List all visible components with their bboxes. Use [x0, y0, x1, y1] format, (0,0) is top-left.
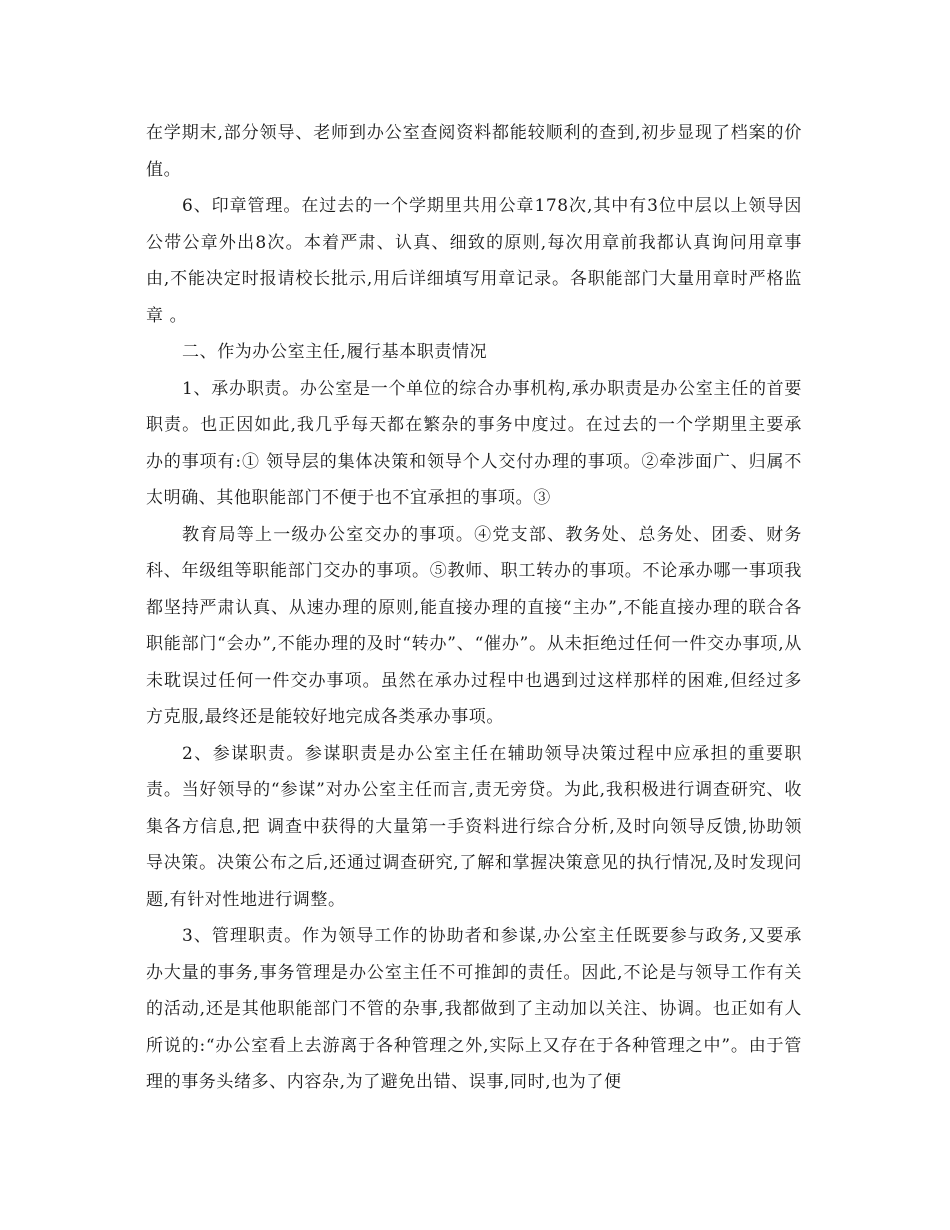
paragraph-archive-value: 在学期末,部分领导、老师到办公室查阅资料都能较顺利的查到,初步显现了档案的价值。 — [146, 123, 802, 180]
paragraph-advisory-duty: 2、参谋职责。参谋职责是办公室主任在辅助领导决策过程中应承担的重要职责。当好领导的“参谋”对办公室主任而言,责无旁贷。为此,我积极进行调查研究、收集各方信息,把 调查中获得的大量第一手资料进行综合分析,及时向领导反馈,协助领导决策。决策公布之后,还通过调查研究,了解和掌握决策意见的执行情况,及时发现问题,有针对性地进行调整。 — [146, 743, 802, 910]
paragraph-seal-management: 6、印章管理。在过去的一个学期里共用公章178次,其中有3位中层以上领导因公带公章外出8次。本着严肃、认真、细致的原则,每次用章前我都认真询问用章事由,不能决定时报请校长批示,用后详细填写用章记录。各职能部门大量用章时严格监章 。 — [146, 196, 802, 326]
paragraph-undertaking-continued: 教育局等上一级办公室交办的事项。④党支部、教务处、总务处、团委、财务科、年级组等职能部门交办的事项。⑤教师、职工转办的事项。不论承办哪一事项我都坚持严肃认真、从速办理的原则,能直接办理的直接“主办”,不能直接办理的联合各职能部门“会办”,不能办理的及时“转办”、“催办”。从未拒绝过任何一件交办事项,从未耽误过任何一件交办事项。虽然在承办过程中也遇到过这样那样的困难,但经过多方克服,最终还是能较好地完成各类承办事项。 — [146, 524, 802, 727]
section-heading-duties: 二、作为办公室主任,履行基本职责情况 — [182, 342, 488, 362]
paragraph-management-duty: 3、管理职责。作为领导工作的协助者和参谋,办公室主任既要参与政务,又要承办大量的事务,事务管理是办公室主任不可推卸的责任。因此,不论是与领导工作有关的活动,还是其他职能部门不管的杂事,我都做到了主动加以关注、协调。也正如有人所说的:“办公室看上去游离于各种管理之外,实际上又存在于各种管理之中”。由于管理的事务头绪多、内容杂,为了避免出错、误事,同时,也为了便 — [146, 926, 802, 1092]
paragraph-undertaking-duty: 1、承办职责。办公室是一个单位的综合办事机构,承办职责是办公室主任的首要职责。也正因如此,我几乎每天都在繁杂的事务中度过。在过去的一个学期里主要承办的事项有:① 领导层的集体决策和领导个人交付办理的事项。②牵涉面广、归属不太明确、其他职能部门不便于也不宜承担的事项。③ — [146, 378, 802, 508]
document-body — [146, 115, 802, 1101]
